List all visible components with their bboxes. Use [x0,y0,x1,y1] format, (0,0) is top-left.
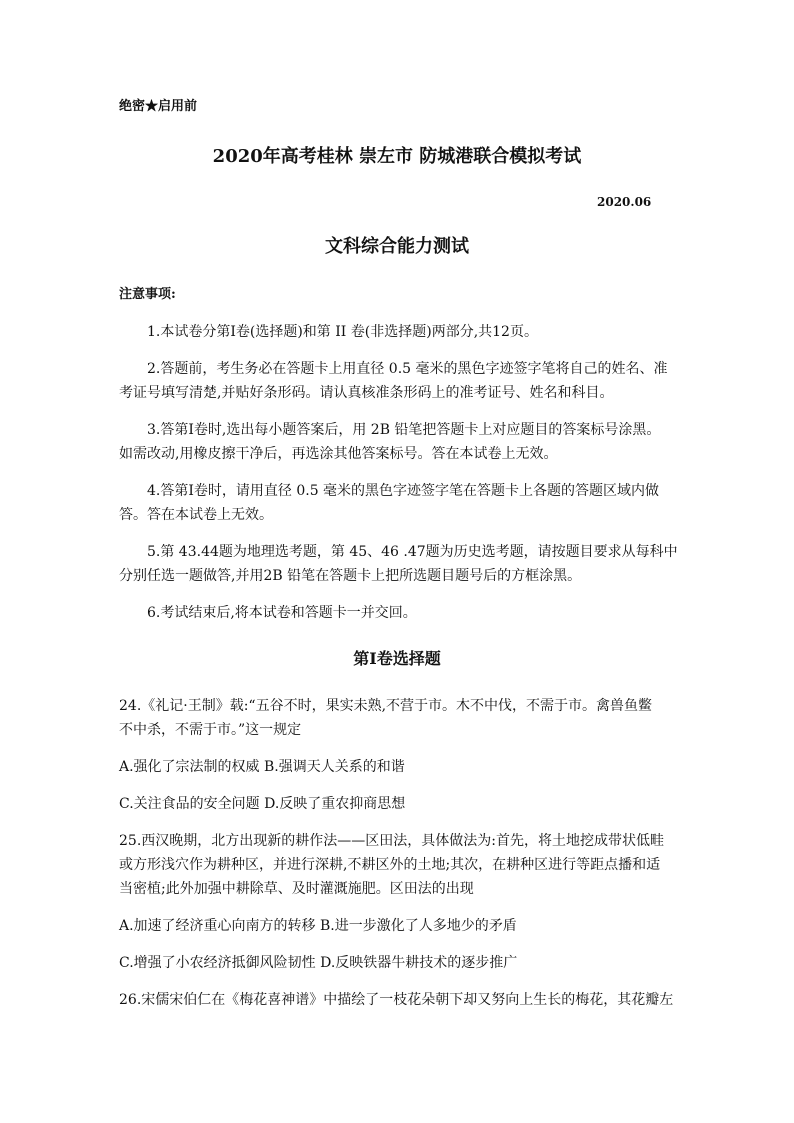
question-25-stem-line-1: 25.西汉晚期，北方出现新的耕作法——区田法，具体做法为:首先，将土地挖成带状低畦 [119,833,664,849]
note-3-line-1: 3.答第Ⅰ卷时,选出每小题答案后，用 2B 铅笔把答题卡上对应题目的答案标号涂黑。 [147,422,661,438]
note-2-line-2: 考证号填写清楚,并贴好条形码。请认真核准条形码上的准考证号、姓名和科目。 [119,385,614,401]
question-24-options-ab: A.强化了宗法制的权威 B.强调天人关系的和谐 [119,759,405,775]
section-title: 第Ⅰ卷选择题 [353,649,441,668]
note-5-line-1: 5.第 43.44题为地理选考题，第 45、46 .47题为历史选考题，请按题目要求从每科中 [147,544,678,560]
question-24-options-cd: C.关注食品的安全问题 D.反映了重农抑商思想 [119,796,406,812]
note-4-line-1: 4.答第Ⅰ卷时，请用直径 0.5 毫米的黑色字迹签字笔在答题卡上各题的答题区域内做 [147,483,660,499]
notes-title: 注意事项: [119,287,176,302]
question-24-stem-line-2: 不中杀，不需于市。”这一规定 [119,722,302,738]
exam-title: 2020年高考桂林 崇左市 防城港联合模拟考试 [212,146,582,167]
question-25-stem-line-2: 或方形浅穴作为耕种区，并进行深耕,不耕区外的土地;其次，在耕种区进行等距点播和适 [119,857,661,873]
note-4-line-2: 答。答在本试卷上无效。 [119,507,273,523]
question-25-options-ab: A.加速了经济重心向南方的转移 B.进一步激化了人多地少的矛盾 [119,918,517,934]
secret-mark: 绝密★启用前 [119,99,198,114]
note-6-line-1: 6.考试结束后,将本试卷和答题卡一并交回。 [147,605,417,621]
question-25-stem-line-3: 当密植;此外加强中耕除草、及时灌溉施肥。区田法的出现 [119,881,474,897]
exam-date: 2020.06 [597,195,652,209]
subject-title: 文科综合能力测试 [325,236,469,257]
question-26-stem-line-1: 26.宋儒宋伯仁在《梅花喜神谱》中描绘了一枝花朵朝下却又努向上生长的梅花，其花瓣左 [119,992,674,1008]
question-25-options-cd: C.增强了小农经济抵御风险韧性 D.反映铁器牛耕技术的逐步推广 [119,955,518,971]
note-2-line-1: 2.答题前，考生务必在答题卡上用直径 0.5 毫米的黑色字迹签字笔将自己的姓名、准 [147,361,668,377]
note-3-line-2: 如需改动,用橡皮擦干净后，再选涂其他答案标号。答在本试卷上无效。 [119,446,558,462]
question-24-stem-line-1: 24.《礼记·王制》载:“五谷不时，果实未熟,不营于市。木不中伐，不需于市。禽兽鱼鳖 [119,698,653,714]
note-1-line-1: 1.本试卷分第Ⅰ卷(选择题)和第 II 卷(非选择题)两部分,共12页。 [147,324,538,340]
note-5-line-2: 分别任选一题做答,并用2B 铅笔在答题卡上把所选题目题号后的方框涂黑。 [119,568,582,584]
